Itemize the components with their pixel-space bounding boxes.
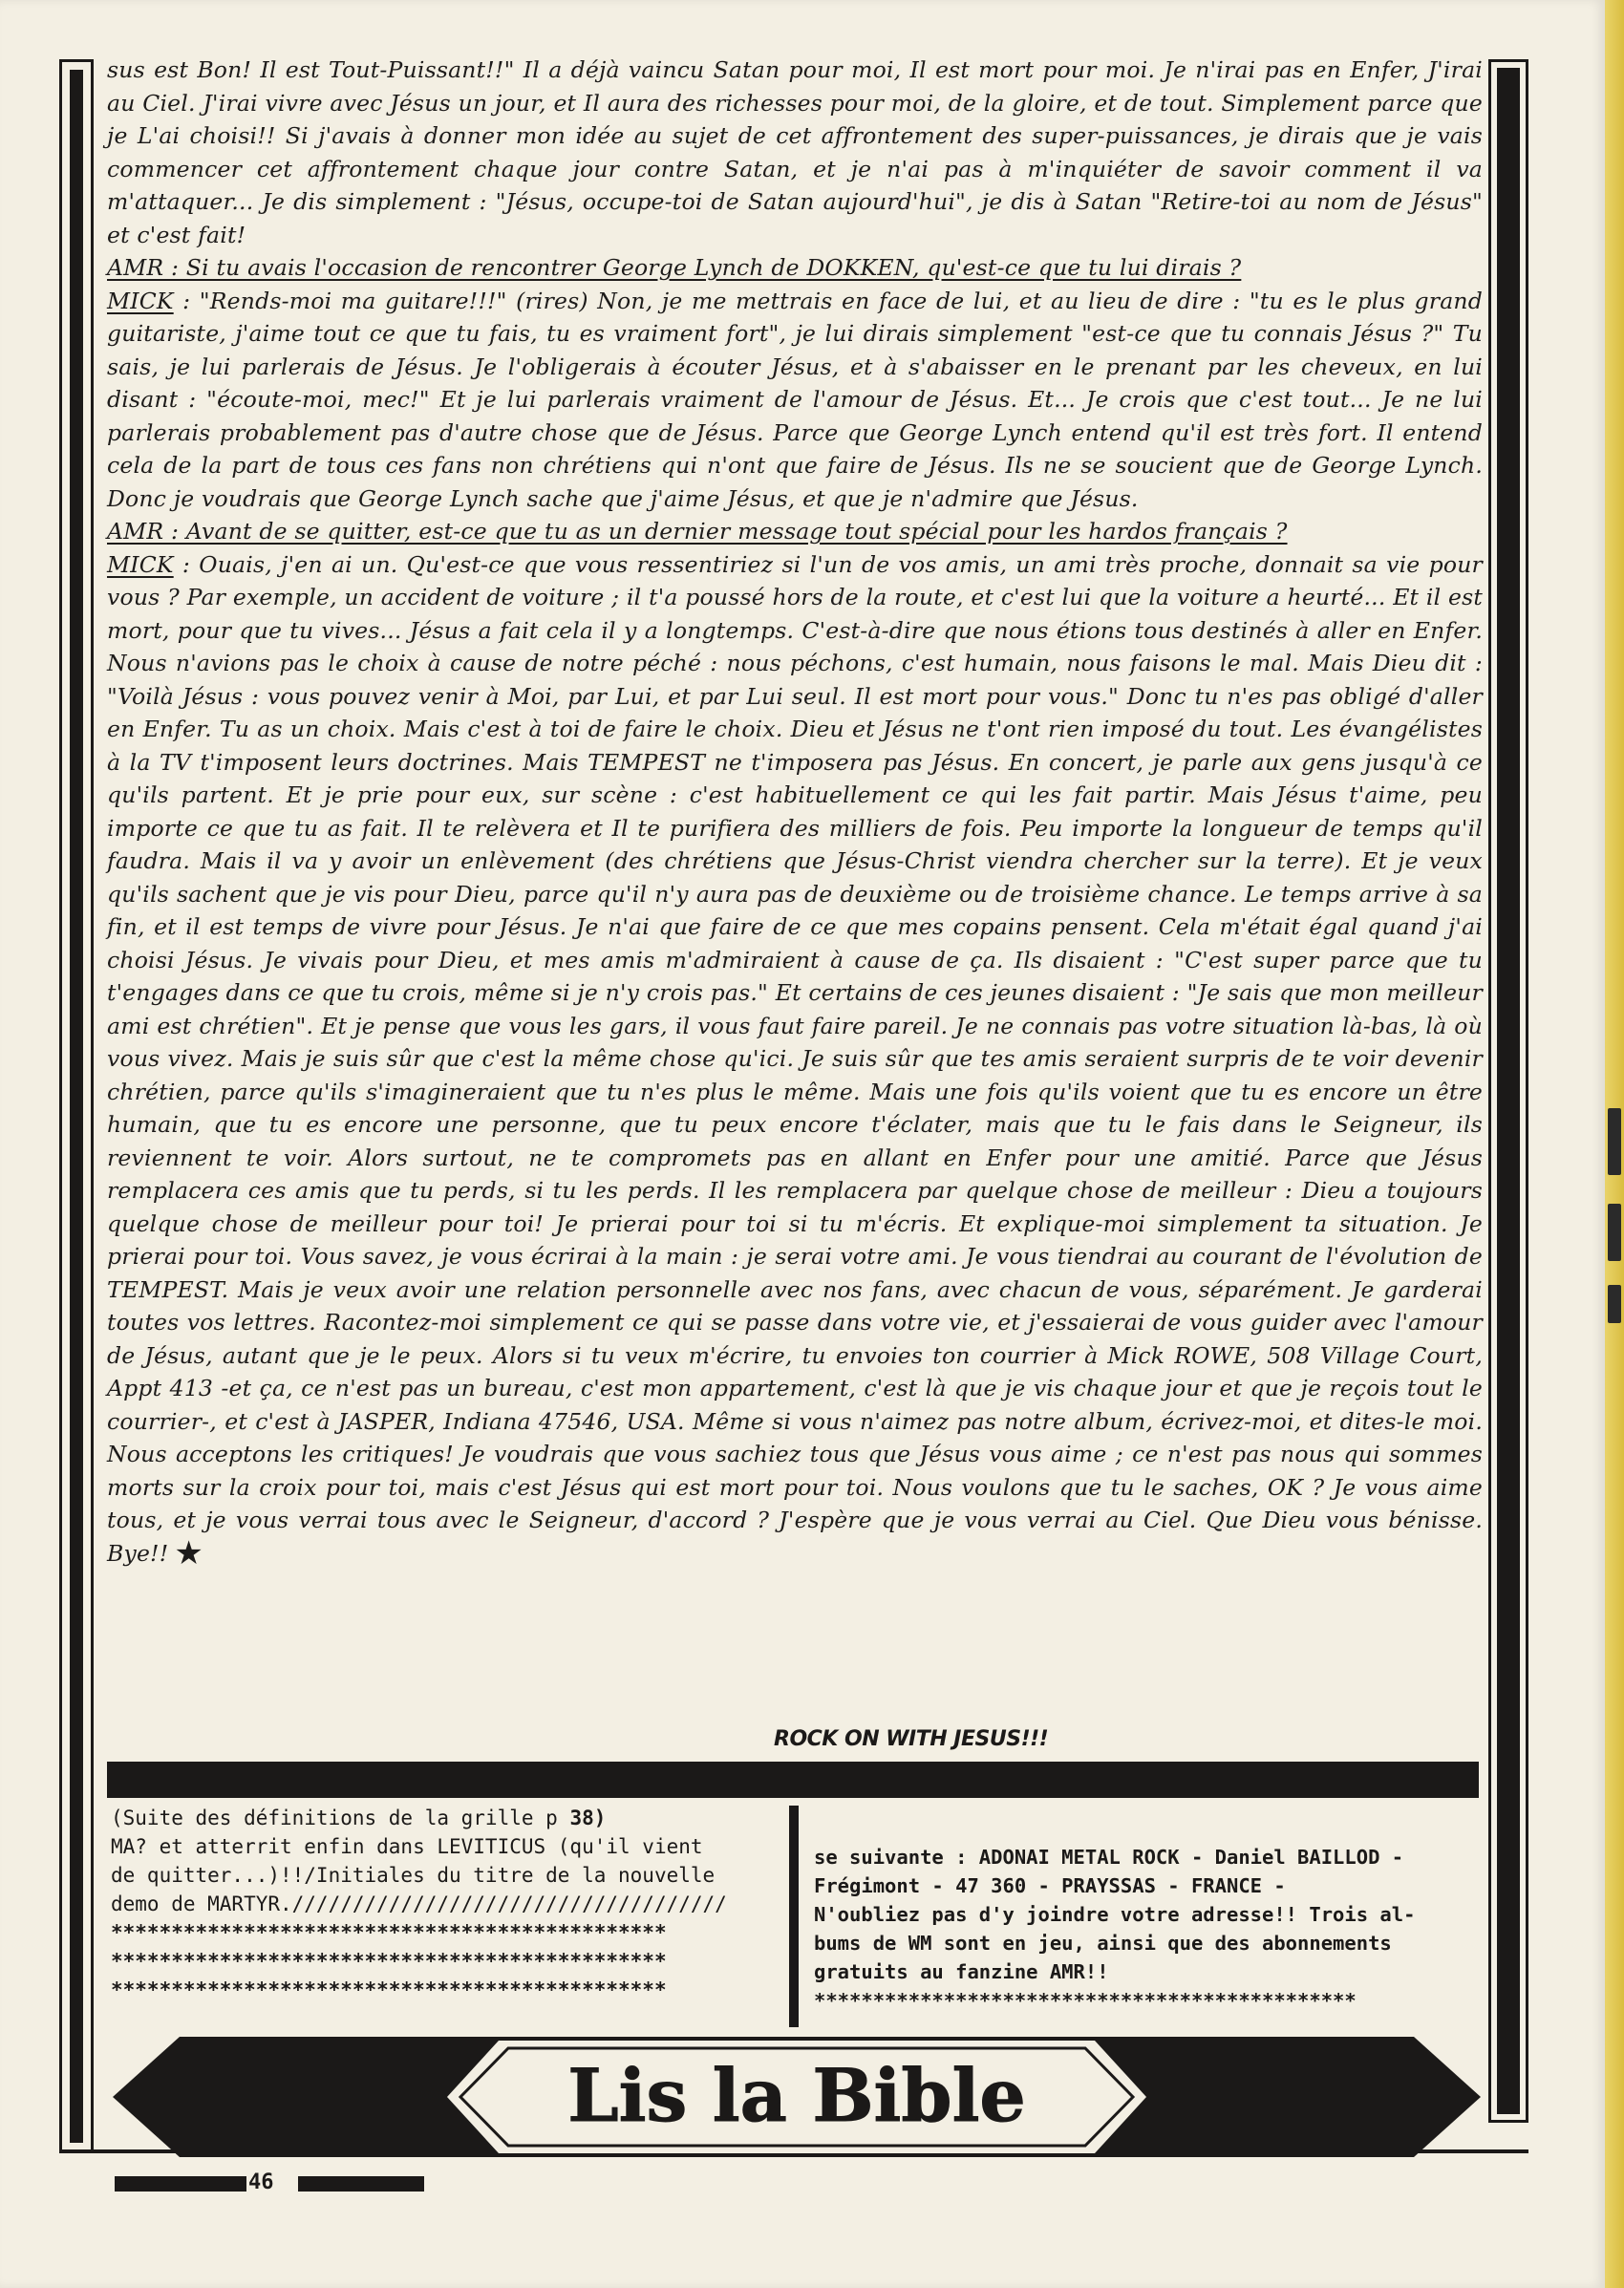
contest-line: N'oubliez pas d'y joindre votre adresse!! Trois al- (814, 1903, 1416, 1926)
answer-last-message: : Ouais, j'en ai un. Qu'est-ce que vous ressentiriez si l'un de vos amis, un ami très proche, donnait sa vie pour vous ? Par exemple, un accident de voiture ; il t'a poussé hors de la route, et c'est lui que la voiture a heurté... Et il est mort, pour que tu vives... Jésus a fait cela il y a longtemps. C'est-à-dire que nous étions tous destinés à aller en Enfer. Nous n'avions pas le choix à cause de notre péché : nous péchons, c'est humain, nous faisons le mal. Mais Dieu dit : "Voilà Jésus : vous pouvez venir à Moi, par Lui, et par Lui seul. Il est mort pour vous." Donc tu n'es pas obligé d'aller en Enfer. Tu as un choix. Mais c'est à toi de faire le choix. Dieu et Jésus ne t'ont rien imposé du tout. Les évangélistes à la TV t'imposent leurs doctrines. Mais TEMPEST ne t'imposera pas Jésus. En concert, je parle aux gens jusqu'à ce qu'ils partent. Et je prie pour eux, sur scène : c'est habituellement ce qui les fait partir. Mais Jésus t'aime, peu importe ce que tu as fait. Il te relèvera et Il te purifiera des milliers de fois. Peu importe la longueur de temps qu'il faudra. Mais il va y avoir un enlèvement (des chrétiens que Jésus-Christ viendra chercher sur la terre). Et je veux qu'ils sachent que je vis pour Dieu, parce qu'il n'y aura pas de deuxième ou de troisième chance. Le temps arrive à sa fin, et il est temps de vivre pour Jésus. Je n'ai que faire de ce que mes copains pensent. Cela m'était égal quand j'ai choisi Jésus. Je vivais pour Dieu, et mes amis m'admiraient à cause de ça. Ils disaient : "C'est super parce que tu t'engages dans ce que tu crois, même si je n'y crois pas." Et certains de ces jeunes disaient : "Je sais que mon meilleur ami est chrétien". Et je pense que vous les gars, il vous faut faire pareil. Je ne connais pas votre situation là-bas, là où vous vivez. Mais je suis sûr que c'est la même chose qu'ici. Je suis sûr que tes amis seraient surpris de te voir devenir chrétien, parce qu'ils s'imagineraient que tu n'es plus le même. Mais une fois qu'ils voient que tu es encore un être humain, que tu es encore une personne, que tu peux encore t'éclater, mais que tu le fais dans le Seigneur, ils reviennent te voir. Alors surtout, ne te compromets pas en allant en Enfer pour une amitié. Parce que Jésus remplacera ces amis que tu perds, si tu les perds. Il les remplacera par quelque chose de meilleur : Dieu a toujours quelque chose de meilleur pour toi! Je prierai pour toi si tu m'écris. Et explique-moi simplement ta situation. Je prierai pour toi. Vous savez, je vous écrirai à la main : je serai votre ami. Je vous tiendrai au courant de l'évolution de TEMPEST. Mais je veux avoir une relation personnelle avec nos fans, avec chacun de vous, séparément. Je garderai toutes vos lettres. Racontez-moi simplement ce qui se passe dans votre vie, et j'essaierai de vous guider avec l'amour de Jésus, autant que je le peux. Alors si tu veux m'écrire, tu envoies ton courrier à Mick ROWE, 508 Village Court, Appt 413 -et ça, ce n'est pas un bureau, c'est mon appartement, c'est là que je vis chaque jour et que je reçois tout le courrier-, et c'est à JASPER, Indiana 47546, USA. Même si vous n'aimez pas notre album, écrivez-moi, et dites-le moi. Nous acceptons les critiques! Je voudrais que vous sachiez tous que Jésus vous aime ; ce n'est pas nous qui sommes morts sur la croix pour toi, mais c'est Jésus qui est mort pour toi. Nous voulons que tu le saches, OK ? Je vous aime tous, et je vous verrai tous avec le Seigneur, d'accord ? J'espère que je vous verrai au Ciel. Que Dieu vous bénisse. Bye!! (107, 550, 1483, 1567)
contest-line: gratuits au fanzine AMR!! (814, 1960, 1109, 1983)
star-divider: ********************************************** (111, 1978, 667, 2001)
star-divider: ********************************************** (111, 1921, 667, 1944)
speaker-label: MICK (107, 287, 174, 314)
contest-address-box (814, 1843, 1483, 2015)
right-border-frame (1488, 59, 1528, 2123)
banner-title: Lis la Bible (567, 2053, 1026, 2138)
page-number-bar (115, 2176, 246, 2192)
star-divider: ********************************************** (814, 1989, 1357, 2012)
grille-line: de quitter...)!!/Initiales du titre de la nouvelle (111, 1864, 716, 1887)
separator-band (107, 1762, 1479, 1798)
contest-line: bums de WM sont en jeu, ainsi que des abonnements (814, 1932, 1392, 1955)
contest-line: se suivante : ADONAI METAL ROCK - Daniel BAILLOD - (814, 1846, 1404, 1869)
star-divider: ********************************************** (111, 1950, 667, 1973)
answer-continuation: sus est Bon! Il est Tout-Puissant!!" Il a déjà vaincu Satan pour moi, Il est mort pour moi. Je n'irai pas en Enfer, J'irai au Ciel. J'irai vivre avec Jésus un jour, et Il aura des richesses pour moi, de la gloire, et de tout. Simplement parce que je L'ai choisi!! Si j'avais à donner mon idée au sujet de cet affrontement des super-puissances, je dirais que je vais commencer cet affrontement chaque jour contre Satan, et je n'ai pas à m'inquiéter de savoir comment il va m'attaquer... Je dis simplement : "Jésus, occupe-toi de Satan aujourd'hui", je dis à Satan "Retire-toi au nom de Jésus" et c'est fait! (107, 56, 1483, 248)
page-number-bar (298, 2176, 424, 2192)
grille-line: demo de MARTYR.//////////////////////////////////// (111, 1892, 727, 1915)
star-icon: ★ (174, 1533, 204, 1572)
grille-definitions-box (111, 1804, 780, 2004)
lis-la-bible-banner (113, 2035, 1481, 2159)
edge-mark (1608, 1285, 1621, 1323)
grille-line: MA? et atterrit enfin dans LEVITICUS (qu'il vient (111, 1835, 703, 1858)
sign-off: ROCK ON WITH JESUS!!! (774, 1727, 1049, 1751)
page-number: 46 (248, 2170, 274, 2194)
left-border-frame (59, 59, 94, 2153)
interview-text (107, 53, 1483, 1570)
page-reference: 38) (569, 1807, 607, 1829)
question-george-lynch: AMR : Si tu avais l'occasion de rencontrer George Lynch de DOKKEN, qu'est-ce que tu lui dirais ? (107, 254, 1242, 281)
speaker-label: MICK (107, 550, 174, 578)
question-last-message: AMR : Avant de se quitter, est-ce que tu as un dernier message tout spécial pour les hardos français ? (107, 518, 1288, 545)
edge-mark (1608, 1204, 1621, 1261)
edge-mark (1608, 1108, 1621, 1175)
contest-line: Frégimont - 47 360 - PRAYSSAS - FRANCE - (814, 1874, 1286, 1897)
grille-line: (Suite des définitions de la grille p (111, 1807, 570, 1829)
column-separator (789, 1806, 799, 2027)
answer-george-lynch: : "Rends-moi ma guitare!!!" (rires) Non, je me mettrais en face de lui, et au lieu de dire : "tu es le plus grand guitariste, j'aime tout ce que tu fais, tu es vraiment fort", je lui dirais simplement "est-ce que tu connais Jésus ?" Tu sais, je lui parlerais de Jésus. Je l'obligerais à écouter Jésus, et à s'abaisser en le prenant par les cheveux, en lui disant : "écoute-moi, mec!" Et je lui parlerais vraiment de l'amour de Jésus. Et... Je crois que c'est tout... Je ne lui parlerais probablement pas d'autre chose que de Jésus. Parce que George Lynch entend qu'il est très fort. Il entend cela de la part de tous ces fans non chrétiens qui n'ont que faire de Jésus. Ils ne se soucient que de George Lynch. Donc je voudrais que George Lynch sache que j'aime Jésus, et que je n'admire que Jésus. (107, 287, 1483, 512)
